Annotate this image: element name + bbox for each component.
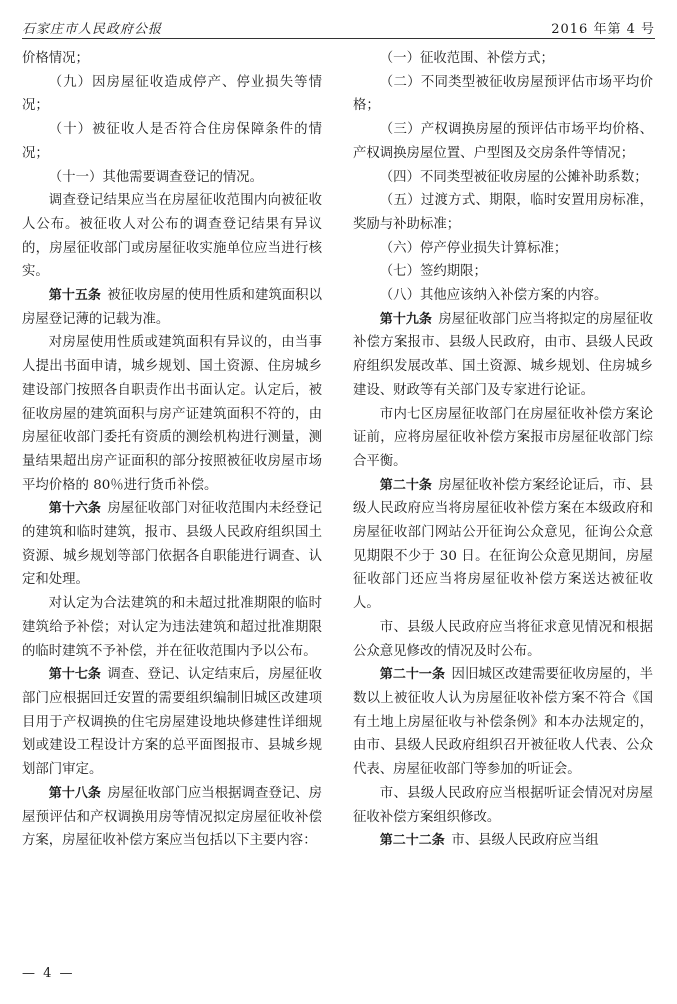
paragraph-text: 房屋征收部门应当根据调查登记、房屋预评估和产权调换用房等情况拟定房屋征收补偿方案，房屋征收补偿方案应当包括以下主要内容： bbox=[22, 785, 322, 849]
page-header bbox=[22, 16, 655, 39]
paragraph bbox=[353, 308, 653, 403]
paragraph bbox=[353, 260, 653, 284]
paragraph-text: 房屋征收部门对征收范围内未经登记的建筑和临时建筑，报市、县级人民政府组织国土资源、城乡规划等部门依据各自职能进行调查、认定和处理。 bbox=[22, 501, 322, 588]
paragraph bbox=[353, 71, 653, 118]
paragraph bbox=[22, 284, 322, 331]
paragraph bbox=[22, 331, 322, 497]
paragraph-text: （六）停产停业损失计算标准； bbox=[379, 240, 568, 256]
paragraph-text: 调查、登记、认定结束后，房屋征收部门应根据回迁安置的需要组织编制旧城区改建项目用于产权调换的住宅房屋建设地块修建性详细规划或建设工程设计方案的总平面图报市、县城乡规划部门审定。 bbox=[22, 667, 322, 778]
paragraph-text: 市、县级人民政府应当将征求意见情况和根据公众意见修改的情况及时公布。 bbox=[353, 619, 653, 659]
paragraph-text: 房屋征收部门应当将拟定的房屋征收补偿方案报市、县级人民政府，由市、县级人民政府组织发展改革、国土资源、城乡规划、住房城乡建设、财政等有关部门及专家进行论证。 bbox=[353, 311, 653, 398]
paragraph-text: （四）不同类型被征收房屋的公摊补助系数； bbox=[379, 169, 648, 185]
paragraph-text: 价格情况； bbox=[22, 51, 89, 66]
article-heading: 第二十条 bbox=[379, 477, 432, 493]
paragraph-text: （五）过渡方式、期限，临时安置用房标准，奖励与补助标准； bbox=[353, 193, 653, 232]
paragraph-text: 对房屋使用性质或建筑面积有异议的，由当事人提出书面申请，城乡规划、国土资源、住房城乡建设部门按照各自职责作出书面认定。认定后，被征收房屋的建筑面积与房产证建筑面积不符的，由房屋征收部门委托有资质的测绘机构进行测量，测量结果超出房产证面积的部分按照被征收房屋市场平均价格的 80％进行货币补偿。 bbox=[22, 335, 322, 493]
paragraph bbox=[22, 118, 322, 165]
paragraph bbox=[353, 474, 653, 616]
paragraph bbox=[353, 237, 653, 261]
paragraph bbox=[353, 284, 653, 308]
paragraph-text: 市、县级人民政府应当根据听证会情况对房屋征收补偿方案组织修改。 bbox=[353, 785, 653, 825]
article-heading: 第二十二条 bbox=[379, 833, 445, 849]
article-heading: 第十五条 bbox=[48, 288, 101, 304]
right-column bbox=[353, 47, 653, 853]
article-heading: 第十九条 bbox=[379, 311, 432, 327]
paragraph bbox=[353, 616, 653, 663]
paragraph bbox=[353, 47, 653, 71]
paragraph-text: （十）被征收人是否符合住房保障条件的情况； bbox=[22, 122, 322, 161]
article-heading: 第十八条 bbox=[48, 785, 101, 801]
paragraph bbox=[22, 47, 322, 71]
paragraph-text: 因旧城区改建需要征收房屋的，半数以上被征收人认为房屋征收补偿方案不符合《国有土地上房屋征收与补偿条例》和本办法规定的，由市、县级人民政府组织召开被征收人代表、公众代表、房屋征收部门等参加的听证会。 bbox=[353, 667, 653, 778]
paragraph-text: 房屋征收补偿方案经论证后，市、县级人民政府应当将房屋征收补偿方案在本级政府和房屋征收部门网站公开征询公众意见，征询公众意见期限不少于 30 日。在征询公众意见期间，房屋征收部门还应当将房屋征收补偿方案送达被征收人。 bbox=[353, 477, 653, 612]
paragraph-text: （一）征收范围、补偿方式； bbox=[379, 51, 554, 66]
paragraph bbox=[22, 592, 322, 663]
paragraph-text: （二）不同类型被征收房屋预评估市场平均价格； bbox=[353, 74, 653, 114]
paragraph-text: 被征收房屋的使用性质和建筑面积以房屋登记薄的记载为准。 bbox=[22, 288, 322, 327]
paragraph bbox=[22, 663, 322, 782]
article-heading: 第十六条 bbox=[48, 501, 101, 517]
paragraph bbox=[22, 497, 322, 592]
paragraph bbox=[22, 71, 322, 118]
paragraph bbox=[353, 403, 653, 474]
paragraph-text: （八）其他应该纳入补偿方案的内容。 bbox=[379, 288, 608, 304]
left-column bbox=[22, 47, 322, 853]
paragraph-text: （七）签约期限； bbox=[379, 264, 487, 280]
paragraph-text: 对认定为合法建筑的和未超过批准期限的临时建筑给予补偿；对认定为违法建筑和超过批准期限的临时建筑不予补偿，并在征收范围内予以公布。 bbox=[22, 596, 322, 659]
paragraph bbox=[22, 189, 322, 284]
article-heading: 第二十一条 bbox=[379, 667, 446, 683]
paragraph bbox=[353, 189, 653, 236]
article-heading: 第十七条 bbox=[48, 667, 101, 683]
paragraph bbox=[22, 166, 322, 190]
paragraph-text: （三）产权调换房屋的预评估市场平均价格、产权调换房屋位置、户型图及交房条件等情况； bbox=[353, 122, 653, 161]
paragraph-text: 市、县级人民政府应当组 bbox=[451, 833, 599, 849]
paragraph-text: （九）因房屋征收造成停产、停业损失等情况； bbox=[22, 74, 322, 114]
page-number: — 4 — bbox=[22, 966, 75, 981]
paragraph-text: （十一）其他需要调查登记的情况。 bbox=[48, 169, 264, 185]
paragraph bbox=[22, 782, 322, 853]
paragraph bbox=[353, 166, 653, 190]
publication-title: 石家庄市人民政府公报 bbox=[22, 22, 163, 37]
paragraph bbox=[353, 118, 653, 165]
paragraph-text: 调查登记结果应当在房屋征收范围内向被征收人公布。被征收人对公布的调查登记结果有异议的，房屋征收部门或房屋征收实施单位应当进行核实。 bbox=[22, 193, 322, 280]
issue-number: 2016 年第 4 号 bbox=[551, 22, 655, 37]
paragraph bbox=[353, 663, 653, 782]
paragraph bbox=[353, 782, 653, 829]
paragraph bbox=[353, 829, 653, 853]
paragraph-text: 市内七区房屋征收部门在房屋征收补偿方案论证前，应将房屋征收补偿方案报市房屋征收部门综合平衡。 bbox=[353, 406, 653, 469]
